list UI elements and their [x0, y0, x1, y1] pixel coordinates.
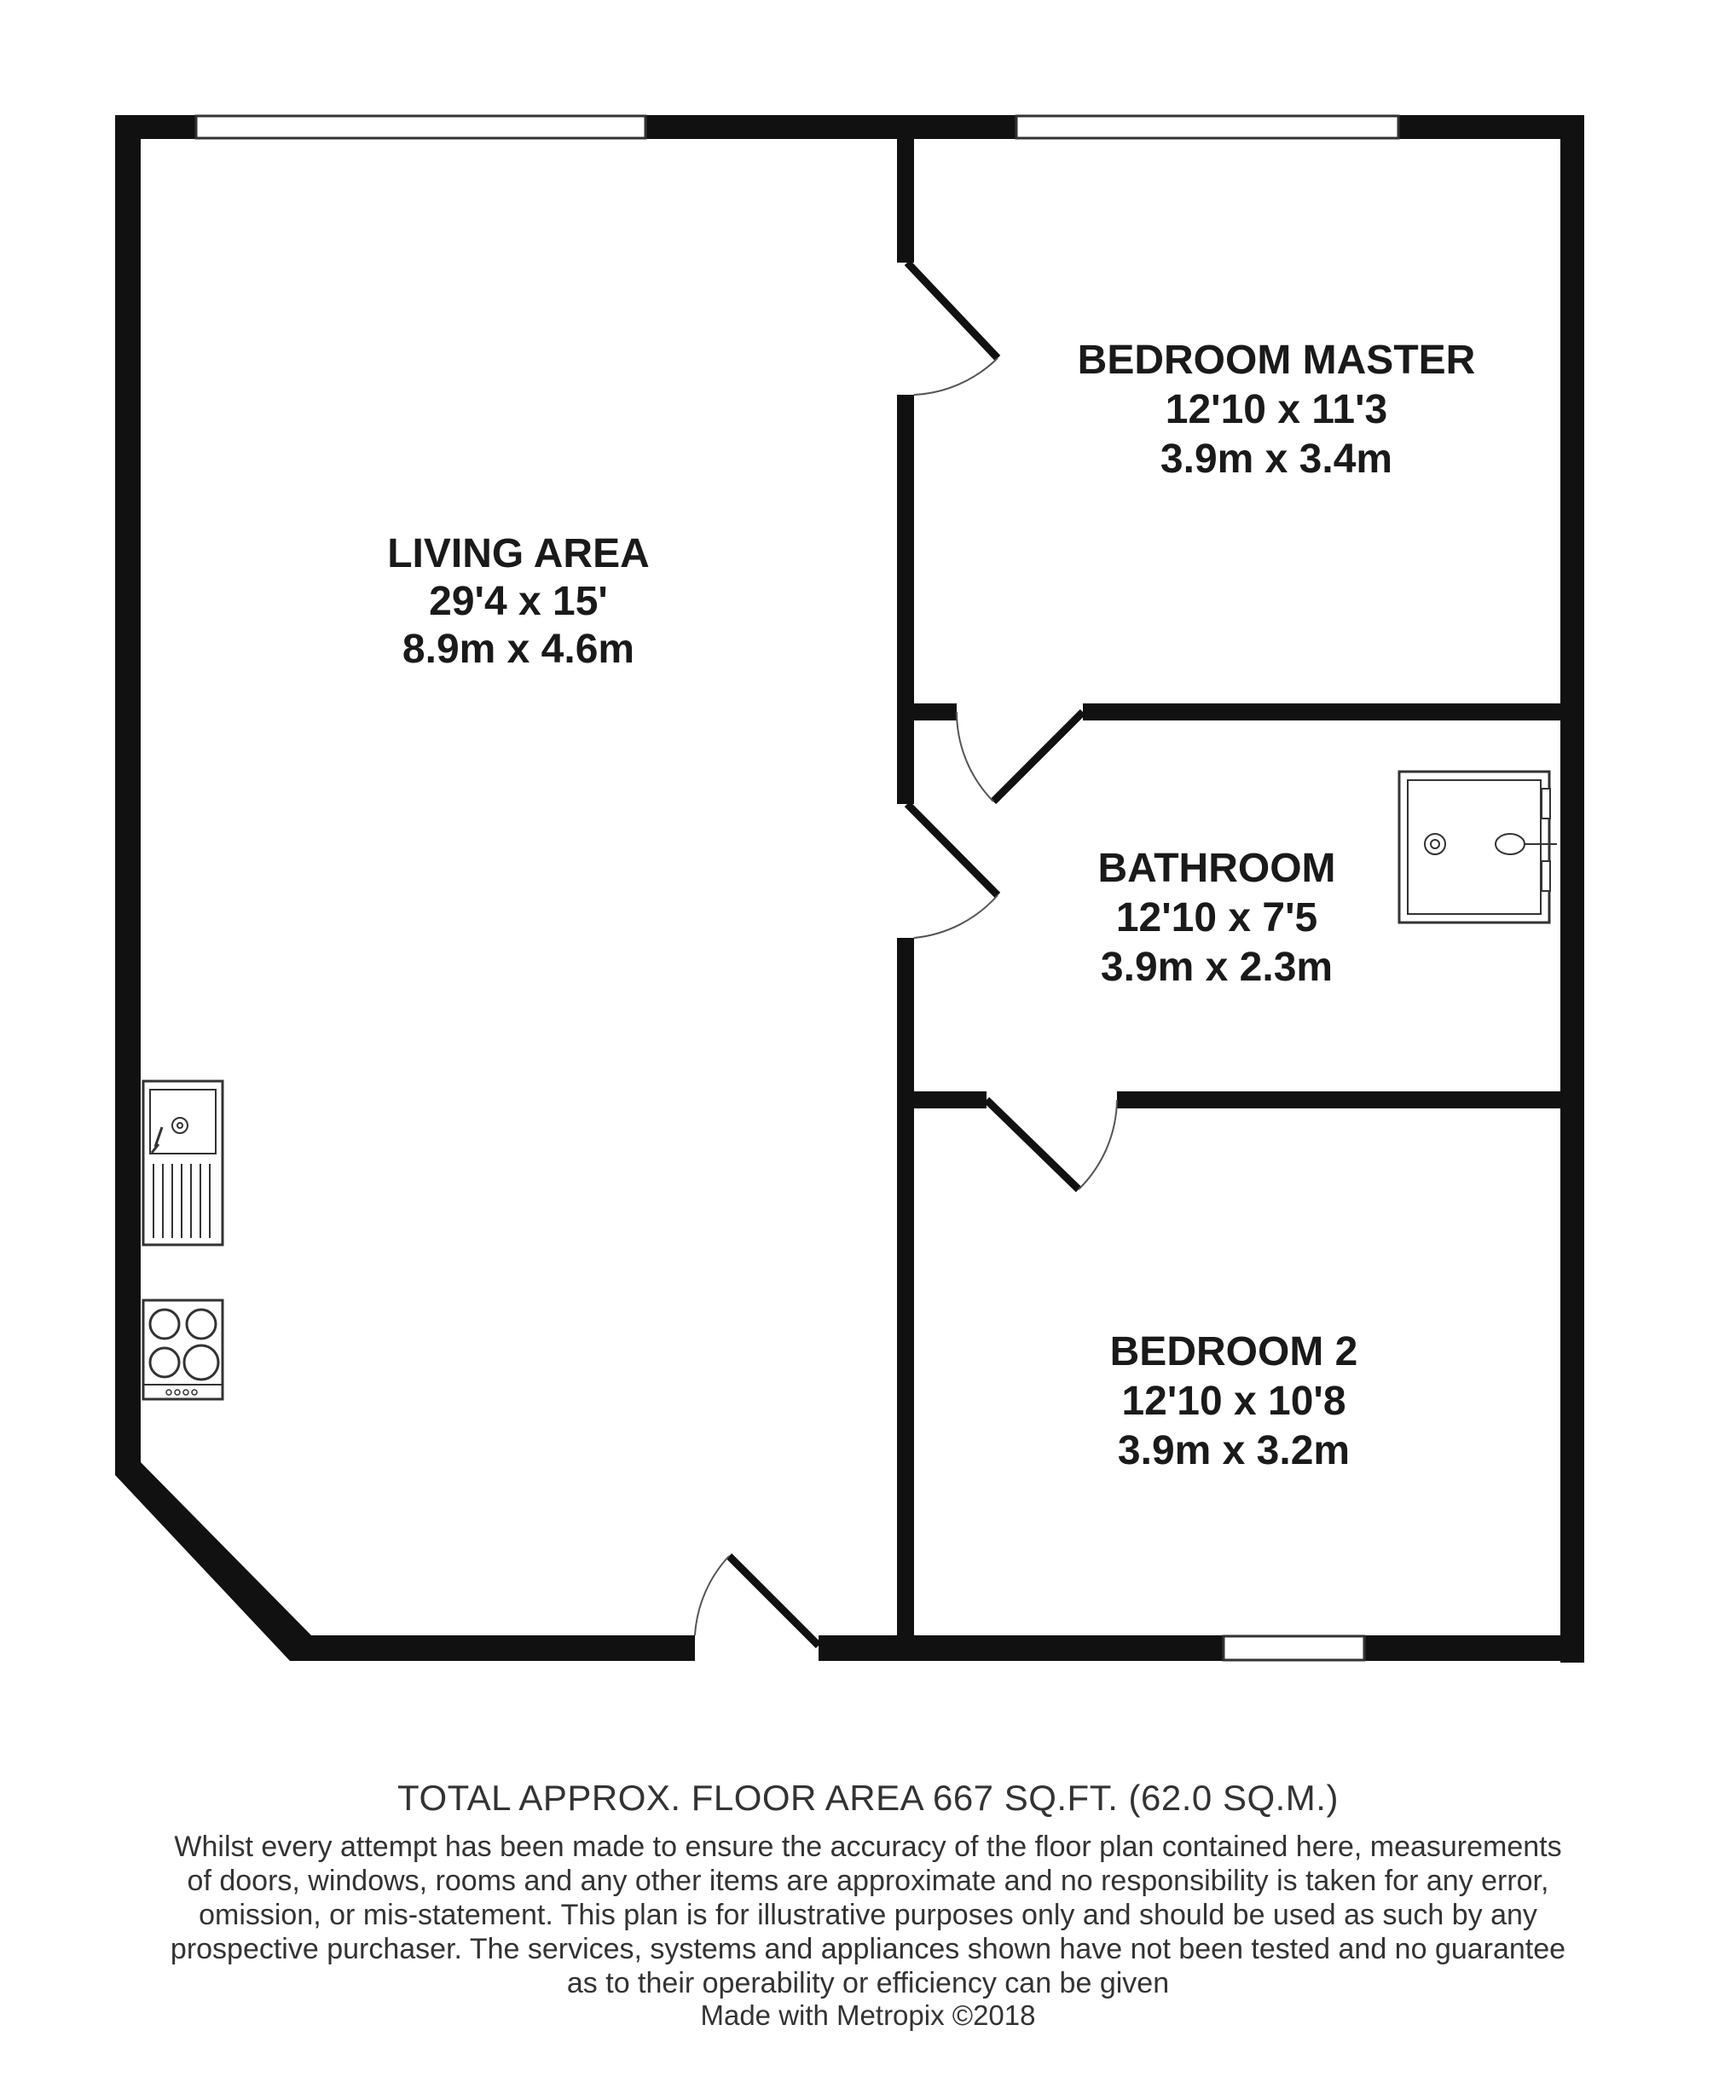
bathroom-label	[1097, 846, 1335, 990]
disclaimer-line: omission, or mis-statement. This plan is for illustrative purposes only and should be used as such by any	[199, 1899, 1537, 1931]
disclaimer-line: prospective purchaser. The services, systems and appliances shown have not been tested and no guarantee	[170, 1933, 1566, 1965]
window-living	[196, 116, 645, 138]
bedroom-master-imperial: 12'10 x 11'3	[1165, 387, 1388, 432]
disclaimer-line: of doors, windows, rooms and any other items are approximate and no responsibility is taken for any error,	[187, 1865, 1549, 1897]
credit: Made with Metropix ©2018	[700, 1999, 1036, 2031]
window-master	[1016, 116, 1398, 138]
shower-tray	[1399, 772, 1557, 923]
bathroom-name: BATHROOM	[1097, 846, 1336, 891]
bedroom-master-metric: 3.9m x 3.4m	[1160, 437, 1393, 482]
disclaimer-line: Whilst every attempt has been made to ensure the accuracy of the floor plan contained here, measurements	[174, 1831, 1562, 1863]
bedroom-2-imperial: 12'10 x 10'8	[1121, 1379, 1346, 1424]
bedroom-master-label	[1078, 338, 1476, 482]
door-bedroom2	[987, 1100, 1117, 1189]
bathroom-imperial: 12'10 x 7'5	[1115, 895, 1318, 940]
living-area-label	[387, 531, 650, 672]
total-floor-area: TOTAL APPROX. FLOOR AREA 667 SQ.FT. (62.0 SQ.M.)	[397, 1778, 1339, 1818]
living-area-metric: 8.9m x 4.6m	[402, 627, 635, 672]
door-bathroom-side	[907, 804, 998, 938]
disclaimer-line: as to their operability or efficiency can be given	[566, 1967, 1170, 1999]
bedroom-master-name: BEDROOM MASTER	[1077, 338, 1476, 383]
kitchen-sink	[143, 1081, 223, 1245]
living-area-imperial: 29'4 x 15'	[429, 579, 608, 624]
door-entrance	[695, 1556, 819, 1646]
window-bedroom2	[1224, 1636, 1364, 1660]
hob	[143, 1300, 223, 1399]
door-bathroom-upper	[957, 712, 1083, 801]
bedroom-2-label	[1110, 1329, 1358, 1473]
living-area-name: LIVING AREA	[387, 531, 650, 576]
bathroom-metric: 3.9m x 2.3m	[1100, 945, 1334, 990]
diagonal-wall	[115, 1462, 311, 1661]
bedroom-2-metric: 3.9m x 3.2m	[1117, 1428, 1351, 1473]
bedroom-2-name: BEDROOM 2	[1109, 1329, 1358, 1374]
door-master	[907, 263, 998, 395]
disclaimer	[0, 1830, 1736, 2000]
